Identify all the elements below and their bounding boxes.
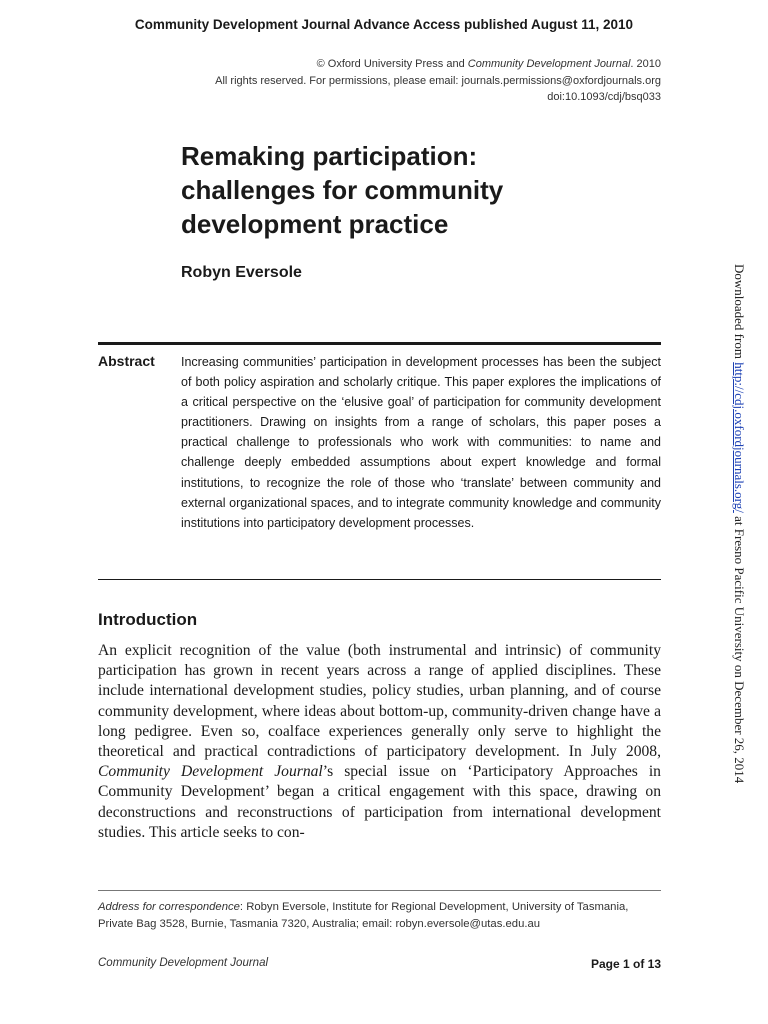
article-title <box>181 139 661 241</box>
doi[interactable]: doi:10.1093/cdj/bsq033 <box>547 91 661 103</box>
author-name: Robyn Eversole <box>181 264 302 281</box>
footer-journal-name: Community Development Journal <box>98 957 269 969</box>
copyright-line-2: All rights reserved. For permissions, please email: journals.permissions@oxfordjournals.org <box>215 74 661 87</box>
section-heading-introduction: Introduction <box>98 610 198 629</box>
correspondence-footnote: Address for correspondence: Robyn Eversole, Institute for Regional Development, University of Tasmania, Private Bag 3528, Burnie, Tasmania 7320, Australia; email: robyn.eversole@utas.edu.au <box>98 901 629 930</box>
page-number: Page 1 of 13 <box>590 957 661 971</box>
copyright-line-1: © Oxford University Press and Community Development Journal. 2010 <box>316 58 661 70</box>
copyright-notice <box>215 56 661 106</box>
abstract-top-rule <box>98 342 661 345</box>
download-watermark: Downloaded from http://cdj.oxfordjournals.org/ at Fresno Pacific University on December 26, 2014 <box>732 264 747 784</box>
download-link[interactable]: http://cdj.oxfordjournals.org/ <box>732 362 747 513</box>
title-line: development practice <box>181 209 449 239</box>
footnote-divider <box>98 890 661 891</box>
title-line: challenges for community <box>181 175 504 205</box>
abstract-bottom-rule <box>98 579 661 580</box>
journal-banner: Community Development Journal Advance Access published August 11, 2010 <box>134 17 634 32</box>
title-line: Remaking participation: <box>181 141 478 171</box>
abstract-label: Abstract <box>98 353 155 369</box>
abstract-text: Increasing communities’ participation in development processes has been the subject of both policy aspiration and scholarly critique. This paper explores the implications of a critical perspective on the ‘elusive goal’ of participation for community development practitioners. Drawing on insights from a range of scholars, this paper poses a practical challenge to professionals who work with communities: to name and challenge deeply embedded assumptions about expert knowledge and formal institutions, to recognize the role of those who ‘translate’ between community and external organizational spaces, and to integrate community knowledge and community institutions into participatory development processes. <box>181 355 661 530</box>
introduction-paragraph: An explicit recognition of the value (both instrumental and intrinsic) of community participation has grown in recent years across a range of applied disciplines. These include international development studies, policy studies, urban planning, and of course community development, where ideas about bottom-up, community-driven change have a long pedigree. Even so, coalface experiences generally only serve to highlight the theoretical and practical contradictions of participatory development. In July 2008, Community Development Journal’s special issue on ‘Participatory Approaches in Community Development’ began a critical engagement with this space, drawing on deconstructions and reconstructions of participation from international development studies. This article seeks to con- <box>98 642 661 841</box>
